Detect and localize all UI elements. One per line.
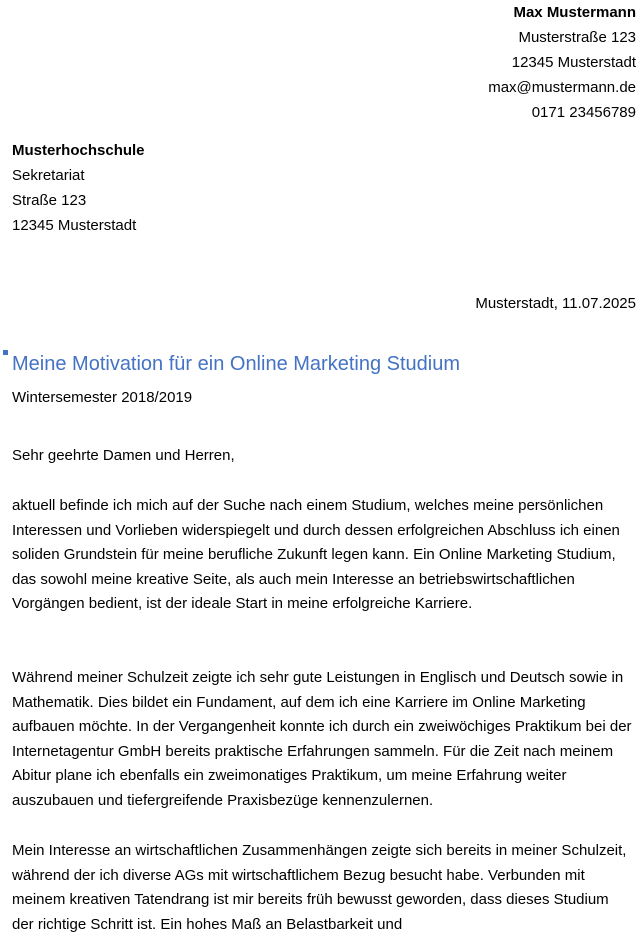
letter-salutation: Sehr geehrte Damen und Herren, bbox=[12, 447, 235, 464]
letter-date: Musterstadt, 11.07.2025 bbox=[475, 295, 636, 312]
sender-email: max@mustermann.de bbox=[488, 79, 636, 96]
recipient-organization: Musterhochschule bbox=[12, 142, 145, 159]
body-paragraph-3: Mein Interesse an wirtschaftlichen Zusammenhängen zeigte sich bereits in meiner Schulzeit, während der ich diverse AGs mit wirtschaftlichem Bezug besucht habe. Verbunden mit meinem kreativen Tatendrang ist mir bereits früh bewusst geworden, dass dieses Studium der richtige Schritt ist. Ein hohes Maß an Belastbarkeit und bbox=[12, 842, 627, 933]
recipient-street: Straße 123 bbox=[12, 192, 87, 209]
sender-phone: 0171 23456789 bbox=[531, 104, 636, 121]
sender-address-block bbox=[488, 0, 636, 125]
letter-semester: Wintersemester 2018/2019 bbox=[12, 389, 193, 406]
recipient-city: 12345 Musterstadt bbox=[12, 217, 137, 234]
recipient-department: Sekretariat bbox=[12, 167, 85, 184]
body-paragraph-2: Während meiner Schulzeit zeigte ich sehr gute Leistungen in Englisch und Deutsch sowie in Mathematik. Dies bildet ein Fundament, auf dem ich eine Karriere im Online Marketing aufbauen möchte. In der Vergangenheit konnte ich durch ein zweiwöchiges Praktikum bei der Internetagentur GmbH bereits praktische Erfahrungen sammeln. Für die Zeit nach meinem Abitur plane ich ebenfalls ein zweimonatiges Praktikum, um meine Erfahrung weiter auszubauen und tiefergreifende Praxisbezüge kennenzulernen. bbox=[12, 669, 632, 809]
body-paragraph-1: aktuell befinde ich mich auf der Suche nach einem Studium, welches meine persönlichen Interessen und Vorlieben widerspiegelt und durch dessen erfolgreichen Abschluss ich einen soliden Grundstein für meine berufliche Zukunft legen kann. Ein Online Marketing Studium, das sowohl meine kreative Seite, als auch mein Interesse an betriebswirtschaftlichen Vorgängen bedient, ist der ideale Start in meine erfolgreiche Karriere. bbox=[12, 497, 620, 613]
recipient-address-block bbox=[12, 138, 145, 238]
letter-subject: Meine Motivation für ein Online Marketing Studium bbox=[12, 353, 460, 375]
sender-street: Musterstraße 123 bbox=[518, 29, 636, 46]
sender-city: 12345 Musterstadt bbox=[511, 54, 636, 71]
heading-marker bbox=[3, 350, 8, 355]
sender-name: Max Mustermann bbox=[513, 4, 636, 21]
